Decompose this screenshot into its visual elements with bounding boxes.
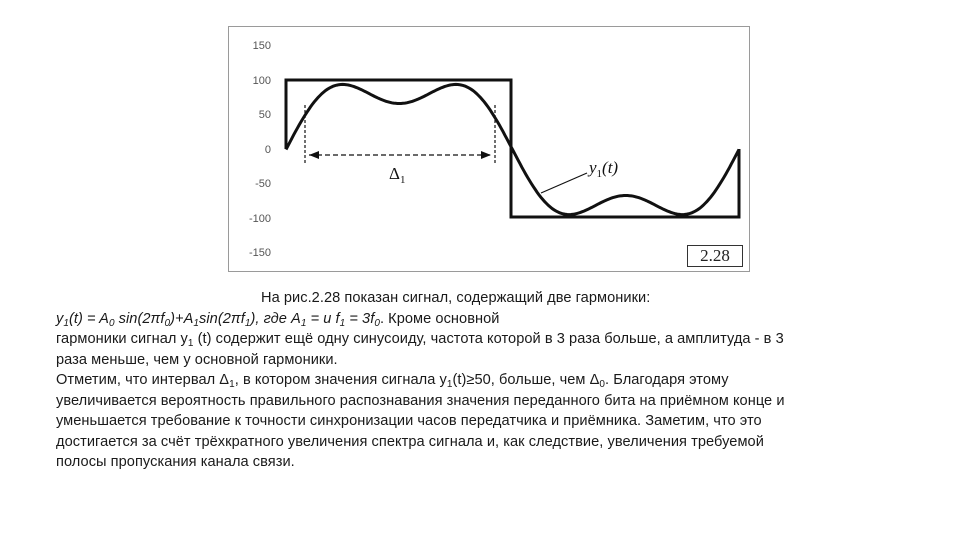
text-line-1: На рис.2.28 показан сигнал, содержащий две гармоники: <box>261 290 651 306</box>
text-line-9: полосы пропускания канала связи. <box>56 454 295 470</box>
y-tick-minus-100: -100 <box>248 213 271 225</box>
text-line-2: $y_1(t) = A_0$ $\sin(2\pi f_0)+A_1\sin(2\pi f_1)$, где $A_1 = и$ $f_1 = 3f_0$. Кроме основной <box>56 310 500 329</box>
delta-arrow-left-head <box>309 151 319 159</box>
text-line-8: достигается за счёт трёхкратного увеличения спектра сигнала и, как следствие, увеличения требуемой <box>56 433 764 450</box>
text-line-3: гармоники сигнал $y_1$ (t) содержит ещё одну синусоиду, частота которой в 3 раза больше, а амплитуда - в 3 <box>56 331 784 349</box>
signal-chart <box>229 27 751 273</box>
body-text <box>56 288 906 473</box>
y-tick-minus-150: -150 <box>248 247 271 259</box>
curve-label-pointer <box>541 173 587 193</box>
y-tick-0: 0 <box>264 144 271 156</box>
text-line-6: увеличивается вероятность правильного распознавания значения переданного бита на приёмном конце и <box>56 392 785 409</box>
figure-number: 2.28 <box>687 245 743 267</box>
curve-label: $y_1(t)$ <box>589 158 619 180</box>
figure-2-28 <box>228 26 750 272</box>
text-line-5: Отметим, что интервал $\Delta_1$, в котором значения сигнала $y_1(t)\ge 50$, больше, чем $\Delta_0$. Благодаря этому <box>56 372 729 390</box>
y-tick-50: 50 <box>258 109 271 121</box>
text-line-7: уменьшается требование к точности синхронизации часов передатчика и приёмника. Заметим, что это <box>56 413 762 429</box>
delta-arrow-right-head <box>481 151 491 159</box>
text-line-4: раза меньше, чем у основной гармоники. <box>56 351 338 368</box>
delta-label: $\Delta_1$ <box>389 164 406 186</box>
y-tick-minus-50: -50 <box>255 178 271 190</box>
y-tick-150: 150 <box>252 40 271 52</box>
y-tick-100: 100 <box>252 75 271 87</box>
